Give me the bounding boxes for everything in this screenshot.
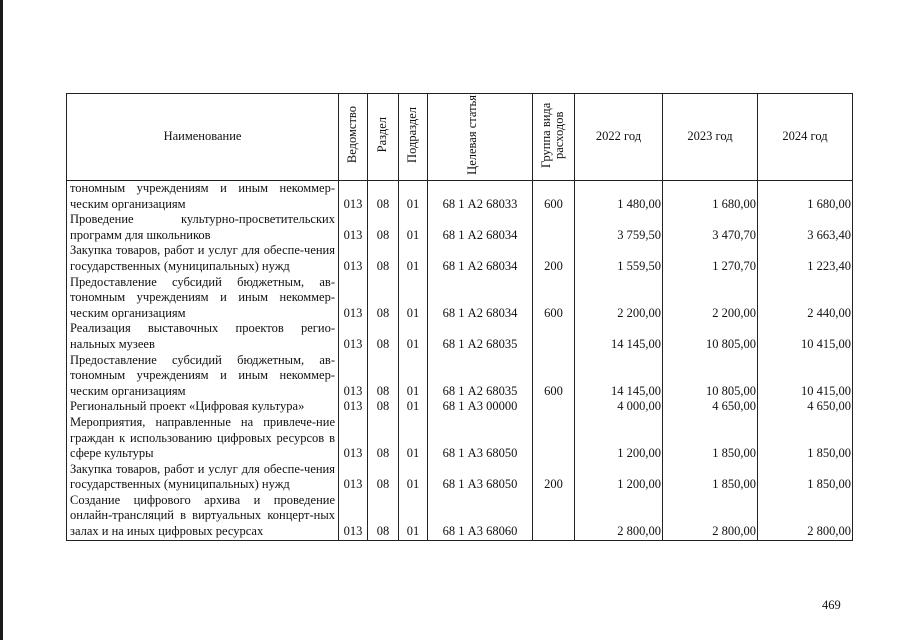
- row-vedomstvo: 013: [339, 321, 368, 352]
- row-gruppa-vida-raskhodov: 600: [533, 275, 575, 322]
- table-row: [67, 462, 853, 493]
- page-edge-line: [0, 0, 3, 640]
- header-2022: 2022 год: [575, 94, 663, 181]
- row-gruppa-vida-raskhodov: 600: [533, 181, 575, 213]
- row-value-2022: 2 800,00: [575, 493, 663, 540]
- row-vedomstvo: 013: [339, 399, 368, 415]
- row-podrazdel: 01: [399, 181, 428, 213]
- row-gruppa-vida-raskhodov: [533, 212, 575, 243]
- row-value-2023: 1 850,00: [663, 462, 758, 493]
- row-tselevaya-statya: 68 1 А3 68060: [428, 493, 533, 540]
- table-row: [67, 181, 853, 213]
- row-value-2022: 3 759,50: [575, 212, 663, 243]
- row-gruppa-vida-raskhodov: [533, 321, 575, 352]
- row-name: Закупка товаров, работ и услуг для обеспе-чения государственных (муниципальных) нужд: [67, 243, 339, 274]
- row-value-2022: 14 145,00: [575, 353, 663, 400]
- row-tselevaya-statya: 68 1 А2 68035: [428, 321, 533, 352]
- row-podrazdel: 01: [399, 462, 428, 493]
- row-podrazdel: 01: [399, 353, 428, 400]
- row-value-2023: 3 470,70: [663, 212, 758, 243]
- row-tselevaya-statya: 68 1 А2 68034: [428, 212, 533, 243]
- row-value-2022: 4 000,00: [575, 399, 663, 415]
- row-value-2022: 1 200,00: [575, 415, 663, 462]
- row-name: Закупка товаров, работ и услуг для обеспе-чения государственных (муниципальных) нужд: [67, 462, 339, 493]
- row-razdel: 08: [368, 399, 399, 415]
- row-name: Предоставление субсидий бюджетным, ав-тономным учреждениям и иным некоммер-ческим организациям: [67, 353, 339, 400]
- row-name: Реализация выставочных проектов регио-нальных музеев: [67, 321, 339, 352]
- row-value-2024: 3 663,40: [758, 212, 853, 243]
- table-row: [67, 275, 853, 322]
- row-razdel: 08: [368, 415, 399, 462]
- row-vedomstvo: 013: [339, 275, 368, 322]
- row-name: Предоставление субсидий бюджетным, ав-тономным учреждениям и иным некоммер-ческим организациям: [67, 275, 339, 322]
- row-value-2023: 2 800,00: [663, 493, 758, 540]
- row-value-2023: 10 805,00: [663, 353, 758, 400]
- row-vedomstvo: 013: [339, 212, 368, 243]
- header-row: [67, 94, 853, 181]
- row-tselevaya-statya: 68 1 А2 68034: [428, 275, 533, 322]
- row-vedomstvo: 013: [339, 243, 368, 274]
- row-tselevaya-statya: 68 1 А2 68034: [428, 243, 533, 274]
- table-row: [67, 399, 853, 415]
- row-razdel: 08: [368, 462, 399, 493]
- row-value-2023: 2 200,00: [663, 275, 758, 322]
- row-value-2023: 1 850,00: [663, 415, 758, 462]
- row-razdel: 08: [368, 353, 399, 400]
- table-row: [67, 243, 853, 274]
- row-name: Мероприятия, направленные на привлече-ние граждан к использованию цифровых ресурсов в сфере культуры: [67, 415, 339, 462]
- row-podrazdel: 01: [399, 243, 428, 274]
- row-value-2024: 10 415,00: [758, 353, 853, 400]
- row-name: тономным учреждениям и иным некоммер-ческим организациям: [67, 181, 339, 213]
- header-name: Наименование: [67, 94, 339, 181]
- budget-table: [66, 93, 853, 541]
- header-gruppa-vida-raskhodov: Группа вида расходов: [533, 94, 575, 181]
- row-razdel: 08: [368, 493, 399, 540]
- row-value-2024: 2 440,00: [758, 275, 853, 322]
- page-number: 469: [822, 598, 841, 612]
- row-gruppa-vida-raskhodov: [533, 493, 575, 540]
- table-row: [67, 353, 853, 400]
- row-value-2024: 1 680,00: [758, 181, 853, 213]
- row-value-2024: 1 850,00: [758, 462, 853, 493]
- row-value-2023: 10 805,00: [663, 321, 758, 352]
- row-razdel: 08: [368, 181, 399, 213]
- table-row: [67, 321, 853, 352]
- row-vedomstvo: 013: [339, 353, 368, 400]
- row-podrazdel: 01: [399, 275, 428, 322]
- row-value-2022: 2 200,00: [575, 275, 663, 322]
- table-row: [67, 415, 853, 462]
- row-razdel: 08: [368, 243, 399, 274]
- row-value-2022: 1 200,00: [575, 462, 663, 493]
- row-value-2022: 14 145,00: [575, 321, 663, 352]
- row-vedomstvo: 013: [339, 493, 368, 540]
- row-gruppa-vida-raskhodov: [533, 415, 575, 462]
- row-tselevaya-statya: 68 1 А3 68050: [428, 415, 533, 462]
- table-row: [67, 212, 853, 243]
- row-name: Создание цифрового архива и проведение онлайн-трансляций в виртуальных концерт-ных залах и на иных цифровых ресурсах: [67, 493, 339, 540]
- row-tselevaya-statya: 68 1 А2 68035: [428, 353, 533, 400]
- row-razdel: 08: [368, 275, 399, 322]
- row-gruppa-vida-raskhodov: [533, 399, 575, 415]
- row-podrazdel: 01: [399, 493, 428, 540]
- row-value-2024: 4 650,00: [758, 399, 853, 415]
- row-value-2024: 1 850,00: [758, 415, 853, 462]
- row-razdel: 08: [368, 321, 399, 352]
- header-2024: 2024 год: [758, 94, 853, 181]
- row-podrazdel: 01: [399, 212, 428, 243]
- row-value-2024: 2 800,00: [758, 493, 853, 540]
- header-2023: 2023 год: [663, 94, 758, 181]
- header-razdel: Раздел: [368, 94, 399, 181]
- row-name: Проведение культурно-просветительских программ для школьников: [67, 212, 339, 243]
- row-value-2022: 1 480,00: [575, 181, 663, 213]
- row-vedomstvo: 013: [339, 181, 368, 213]
- header-podrazdel: Подраздел: [399, 94, 428, 181]
- row-tselevaya-statya: 68 1 А2 68033: [428, 181, 533, 213]
- row-gruppa-vida-raskhodov: 200: [533, 243, 575, 274]
- row-value-2024: 10 415,00: [758, 321, 853, 352]
- table-row: [67, 493, 853, 540]
- row-value-2022: 1 559,50: [575, 243, 663, 274]
- header-vedomstvo: Ведомство: [339, 94, 368, 181]
- row-name: Региональный проект «Цифровая культура»: [67, 399, 339, 415]
- header-tselevaya-statya: Целевая статья: [428, 94, 533, 181]
- row-tselevaya-statya: 68 1 А3 68050: [428, 462, 533, 493]
- row-value-2023: 1 680,00: [663, 181, 758, 213]
- row-podrazdel: 01: [399, 399, 428, 415]
- row-vedomstvo: 013: [339, 415, 368, 462]
- row-value-2023: 1 270,70: [663, 243, 758, 274]
- row-value-2024: 1 223,40: [758, 243, 853, 274]
- row-razdel: 08: [368, 212, 399, 243]
- row-podrazdel: 01: [399, 415, 428, 462]
- row-vedomstvo: 013: [339, 462, 368, 493]
- row-gruppa-vida-raskhodov: 200: [533, 462, 575, 493]
- row-gruppa-vida-raskhodov: 600: [533, 353, 575, 400]
- row-tselevaya-statya: 68 1 А3 00000: [428, 399, 533, 415]
- row-value-2023: 4 650,00: [663, 399, 758, 415]
- row-podrazdel: 01: [399, 321, 428, 352]
